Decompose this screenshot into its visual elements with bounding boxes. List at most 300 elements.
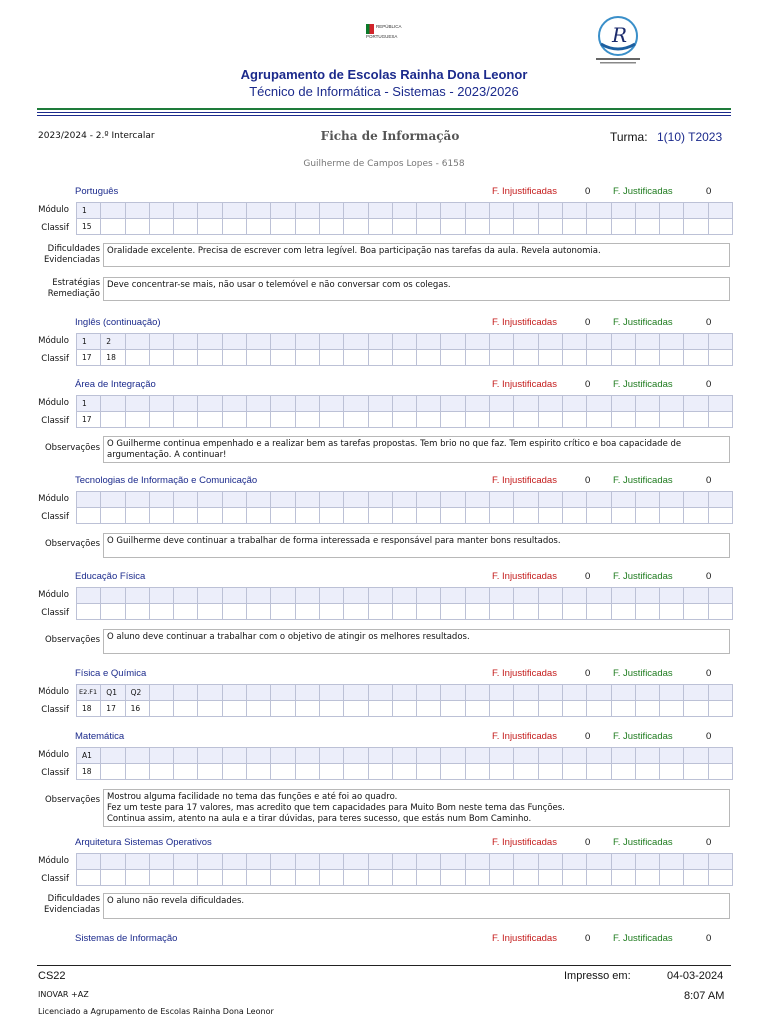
grade-cell (562, 219, 586, 235)
f-justificadas-label: F. Justificadas (613, 933, 673, 944)
republic-logo-text: REPÚBLICA PORTUGUESA (366, 24, 402, 39)
module-cell (417, 854, 441, 870)
module-cell (635, 854, 659, 870)
module-cell (587, 334, 611, 350)
grade-cell (684, 701, 708, 717)
module-cell (562, 588, 586, 604)
module-cell (344, 748, 368, 764)
grade-cell (149, 412, 173, 428)
estrategias-label: Estratégias Remediação (47, 278, 100, 299)
grade-cell (417, 701, 441, 717)
grade-cell (247, 412, 271, 428)
module-cell (441, 685, 465, 701)
module-cell (562, 203, 586, 219)
module-cell (635, 396, 659, 412)
grade-cell (708, 412, 732, 428)
grade-cell (562, 508, 586, 524)
grade-cell (611, 764, 635, 780)
grade-cell (77, 604, 101, 620)
module-cell (392, 203, 416, 219)
grade-cell (198, 764, 222, 780)
grade-cell (465, 870, 489, 886)
module-cell (417, 588, 441, 604)
module-cell (417, 685, 441, 701)
module-cell (319, 334, 343, 350)
module-cell (417, 492, 441, 508)
grade-cell (368, 219, 392, 235)
f-justificadas-value: 0 (706, 933, 712, 944)
grade-cell: 17 (77, 412, 101, 428)
observacoes-label: Observações (44, 795, 100, 805)
f-injustificadas-label: F. Injustificadas (492, 379, 557, 390)
module-cell (222, 203, 246, 219)
grade-cell (319, 350, 343, 366)
module-cell (635, 334, 659, 350)
module-cell (465, 588, 489, 604)
grade-cell (125, 412, 149, 428)
module-cell (441, 588, 465, 604)
module-cell (465, 748, 489, 764)
grade-cell (417, 508, 441, 524)
grade-cell (149, 701, 173, 717)
grade-cell (490, 350, 514, 366)
school-name: Agrupamento de Escolas Rainha Dona Leonor (240, 67, 528, 82)
grade-cell (684, 764, 708, 780)
modulo-label: Módulo (38, 750, 69, 760)
grade-cell (514, 508, 538, 524)
classif-label: Classif (41, 223, 69, 233)
grade-cell (465, 350, 489, 366)
module-cell (198, 748, 222, 764)
module-cell (174, 492, 198, 508)
footer-software: INOVAR +AZ (38, 990, 89, 999)
grade-cell (198, 870, 222, 886)
module-cell (101, 588, 125, 604)
module-cell (465, 685, 489, 701)
module-cell: E2.F1 (77, 685, 101, 701)
module-cell (247, 685, 271, 701)
observacoes-label: Observações (44, 539, 100, 549)
grade-cell (611, 350, 635, 366)
grade-cell (562, 701, 586, 717)
module-row (77, 685, 733, 701)
f-justificadas-label: F. Justificadas (613, 317, 673, 328)
module-cell (441, 203, 465, 219)
grade-cell (635, 604, 659, 620)
grade-cell (149, 219, 173, 235)
period: 2023/2024 - 2.º Intercalar (38, 131, 155, 141)
module-cell (392, 334, 416, 350)
f-injustificadas-value: 0 (585, 379, 591, 390)
module-cell (174, 334, 198, 350)
module-cell (490, 334, 514, 350)
grade-cell (660, 508, 684, 524)
observacoes-box: O Guilherme deve continuar a trabalhar de forma interessada e responsável para manter bons resultados. (103, 533, 730, 558)
module-cell (538, 748, 562, 764)
module-cell (562, 854, 586, 870)
module-cell (198, 854, 222, 870)
module-cell (149, 334, 173, 350)
modulo-label: Módulo (38, 687, 69, 697)
grade-cell (319, 604, 343, 620)
grade-cell (392, 604, 416, 620)
f-justificadas-value: 0 (706, 475, 712, 486)
module-cell (125, 203, 149, 219)
grade-cell (441, 350, 465, 366)
grade-cell: 18 (77, 764, 101, 780)
module-cell (174, 685, 198, 701)
module-cell (465, 492, 489, 508)
grade-cell (490, 764, 514, 780)
subject-name: Educação Física (75, 571, 146, 582)
grade-cell (174, 508, 198, 524)
grade-cell (344, 508, 368, 524)
grade-cell (562, 870, 586, 886)
grade-cell (684, 412, 708, 428)
module-cell (222, 588, 246, 604)
grade-cell (660, 764, 684, 780)
module-cell (149, 396, 173, 412)
grade-cell (635, 219, 659, 235)
module-cell (611, 854, 635, 870)
grade-cell (635, 870, 659, 886)
f-injustificadas-value: 0 (585, 668, 591, 679)
module-cell (538, 334, 562, 350)
grade-cell (441, 219, 465, 235)
module-cell (319, 396, 343, 412)
module-cell (441, 396, 465, 412)
grade-cell (684, 870, 708, 886)
module-cell (441, 748, 465, 764)
f-injustificadas-value: 0 (585, 731, 591, 742)
f-justificadas-value: 0 (706, 837, 712, 848)
grade-cell (77, 508, 101, 524)
f-justificadas-label: F. Justificadas (613, 571, 673, 582)
module-cell (635, 748, 659, 764)
grade-cell (271, 350, 295, 366)
module-cell (514, 492, 538, 508)
grade-cell (295, 604, 319, 620)
grade-cell (514, 219, 538, 235)
module-cell: 2 (101, 334, 125, 350)
f-justificadas-value: 0 (706, 186, 712, 197)
grade-cell (149, 870, 173, 886)
modulo-label: Módulo (38, 336, 69, 346)
grades-grid (76, 202, 733, 235)
grade-cell (441, 508, 465, 524)
module-cell (611, 492, 635, 508)
module-cell (247, 203, 271, 219)
module-cell (465, 334, 489, 350)
header-rule-blue (37, 112, 731, 113)
grade-cell (392, 350, 416, 366)
module-cell (684, 588, 708, 604)
grade-cell (344, 764, 368, 780)
footer-rule (37, 965, 731, 966)
classif-label: Classif (41, 416, 69, 426)
grade-cell (101, 764, 125, 780)
grade-cell (247, 870, 271, 886)
grade-cell (125, 508, 149, 524)
module-cell (538, 685, 562, 701)
grade-cell (174, 219, 198, 235)
module-cell (587, 203, 611, 219)
module-cell (684, 334, 708, 350)
grade-cell (198, 412, 222, 428)
grade-cell (368, 870, 392, 886)
grade-cell (635, 764, 659, 780)
module-cell (587, 492, 611, 508)
module-cell (562, 748, 586, 764)
grade-cell (587, 870, 611, 886)
module-cell (490, 588, 514, 604)
grade-cell (538, 350, 562, 366)
dificuldades-label: Dificuldades Evidenciadas (43, 894, 100, 915)
module-cell (708, 203, 732, 219)
student-name: Guilherme de Campos Lopes - 6158 (303, 159, 465, 169)
grade-cell (368, 604, 392, 620)
grade-cell (222, 604, 246, 620)
f-injustificadas-value: 0 (585, 317, 591, 328)
module-cell (319, 492, 343, 508)
module-cell (368, 854, 392, 870)
f-justificadas-label: F. Justificadas (613, 475, 673, 486)
module-row (77, 854, 733, 870)
classif-label: Classif (41, 874, 69, 884)
grade-cell (587, 508, 611, 524)
grade-row (77, 219, 733, 235)
module-cell (198, 492, 222, 508)
grade-cell (222, 870, 246, 886)
grade-cell (271, 508, 295, 524)
grade-cell (198, 508, 222, 524)
grade-cell (611, 219, 635, 235)
grade-cell (198, 350, 222, 366)
grade-cell (101, 412, 125, 428)
grade-cell (708, 350, 732, 366)
grade-cell (441, 701, 465, 717)
module-cell (295, 396, 319, 412)
observacoes-box: O Guilherme continua empenhado e a realizar bem as tarefas propostas. Tem brio no que faz. Tem espirito crítico e boa capacidade de argumentação. A continuar! (103, 436, 730, 463)
modulo-label: Módulo (38, 494, 69, 504)
module-cell (562, 334, 586, 350)
module-cell (660, 492, 684, 508)
grade-cell (587, 701, 611, 717)
observacoes-box: Mostrou alguma facilidade no tema das funções e até foi ao quadro. Fez um teste para 17 valores, mas acredito que tem capacidades para Muito Bom neste tema das Funções. Continua assim, atento na aula e a tirar dúvidas, para teres sucesso, que estás num Bom Caminho. (103, 789, 730, 827)
module-cell (441, 492, 465, 508)
module-cell (611, 685, 635, 701)
f-justificadas-label: F. Justificadas (613, 731, 673, 742)
module-cell (587, 396, 611, 412)
module-cell (344, 334, 368, 350)
f-injustificadas-label: F. Injustificadas (492, 186, 557, 197)
module-cell (247, 492, 271, 508)
module-cell (295, 748, 319, 764)
grade-cell (295, 508, 319, 524)
grade-cell: 17 (77, 350, 101, 366)
module-cell (101, 748, 125, 764)
module-cell (271, 588, 295, 604)
module-cell (101, 854, 125, 870)
module-cell (198, 203, 222, 219)
module-cell (271, 748, 295, 764)
grade-cell (660, 350, 684, 366)
module-cell (149, 492, 173, 508)
grade-cell (587, 412, 611, 428)
estrategias-box: Deve concentrar-se mais, não usar o telemóvel e não conversar com os colegas. (103, 277, 730, 301)
observacoes-box: O aluno deve continuar a trabalhar com o objetivo de atingir os melhores resultados. (103, 629, 730, 654)
module-cell (684, 492, 708, 508)
subject-name: Matemática (75, 731, 125, 742)
grade-cell (295, 764, 319, 780)
footer-license: Licenciado a Agrupamento de Escolas Rainha Dona Leonor (38, 1007, 274, 1016)
grade-cell (392, 870, 416, 886)
grade-cell (149, 508, 173, 524)
module-cell (514, 396, 538, 412)
subject-name: Tecnologias de Informação e Comunicação (75, 475, 258, 486)
module-cell (174, 203, 198, 219)
module-cell (490, 396, 514, 412)
grade-cell (708, 604, 732, 620)
module-cell (392, 492, 416, 508)
module-cell (271, 334, 295, 350)
turma-value: 1(10) T2023 (657, 130, 723, 144)
module-row (77, 588, 733, 604)
grade-cell (392, 764, 416, 780)
grade-cell (198, 701, 222, 717)
module-cell (392, 685, 416, 701)
module-cell (465, 396, 489, 412)
subject-name: Física e Química (75, 668, 147, 679)
grade-cell (174, 350, 198, 366)
grade-cell (490, 219, 514, 235)
modulo-label: Módulo (38, 590, 69, 600)
grade-cell (417, 604, 441, 620)
grade-cell (490, 604, 514, 620)
module-cell (368, 203, 392, 219)
module-cell: A1 (77, 748, 101, 764)
module-cell (465, 203, 489, 219)
grade-cell (319, 870, 343, 886)
grades-grid (76, 491, 733, 524)
grade-cell (392, 701, 416, 717)
grade-row (77, 508, 733, 524)
f-injustificadas-label: F. Injustificadas (492, 933, 557, 944)
grade-cell (101, 604, 125, 620)
module-cell (271, 854, 295, 870)
module-cell (101, 203, 125, 219)
grade-cell: 16 (125, 701, 149, 717)
module-cell (247, 748, 271, 764)
module-cell (295, 203, 319, 219)
module-cell (295, 588, 319, 604)
grade-cell (465, 701, 489, 717)
classif-label: Classif (41, 512, 69, 522)
grade-cell (684, 219, 708, 235)
module-cell (562, 492, 586, 508)
module-cell: 1 (77, 334, 101, 350)
module-cell (587, 685, 611, 701)
module-cell (635, 685, 659, 701)
f-injustificadas-value: 0 (585, 186, 591, 197)
subject-name: Inglês (continuação) (75, 317, 161, 328)
grade-cell (271, 764, 295, 780)
grade-cell (611, 412, 635, 428)
grade-cell (660, 870, 684, 886)
module-cell (344, 203, 368, 219)
grade-cell (514, 870, 538, 886)
module-cell (514, 334, 538, 350)
module-cell (562, 396, 586, 412)
grades-grid (76, 684, 733, 717)
grade-cell (514, 701, 538, 717)
module-cell (441, 854, 465, 870)
f-injustificadas-label: F. Injustificadas (492, 475, 557, 486)
module-cell (538, 854, 562, 870)
observacoes-label: Observações (44, 443, 100, 453)
grade-cell (490, 701, 514, 717)
grade-cell (247, 604, 271, 620)
module-cell (198, 588, 222, 604)
grade-cell (344, 350, 368, 366)
module-cell (174, 854, 198, 870)
grade-row (77, 870, 733, 886)
dificuldades-box: O aluno não revela dificuldades. (103, 893, 730, 919)
modulo-label: Módulo (38, 856, 69, 866)
module-cell (344, 685, 368, 701)
module-cell (174, 396, 198, 412)
module-cell: Q2 (125, 685, 149, 701)
module-cell (587, 854, 611, 870)
subject-name: Área de Integração (75, 379, 156, 390)
subject-name: Português (75, 186, 119, 197)
module-cell (344, 492, 368, 508)
grade-cell (514, 412, 538, 428)
grade-cell (319, 701, 343, 717)
dificuldades-box: Oralidade excelente. Precisa de escrever com letra legível. Boa participação nas tarefas da aula. Revela autonomia. (103, 243, 730, 267)
course-title: Técnico de Informática - Sistemas - 2023/2026 (249, 84, 519, 99)
f-injustificadas-label: F. Injustificadas (492, 731, 557, 742)
grade-cell (101, 870, 125, 886)
module-cell (611, 588, 635, 604)
dificuldades-label: Dificuldades Evidenciadas (43, 244, 100, 265)
grade-cell (587, 764, 611, 780)
module-cell (514, 685, 538, 701)
grade-cell (635, 350, 659, 366)
module-cell (708, 854, 732, 870)
module-cell (417, 396, 441, 412)
module-cell (125, 492, 149, 508)
module-cell (319, 748, 343, 764)
f-injustificadas-value: 0 (585, 475, 591, 486)
grade-cell (660, 219, 684, 235)
grades-grid (76, 333, 733, 366)
grade-cell (635, 412, 659, 428)
module-cell (271, 396, 295, 412)
module-cell (514, 854, 538, 870)
grade-cell (514, 604, 538, 620)
grade-cell (149, 604, 173, 620)
module-cell (392, 748, 416, 764)
grade-row (77, 412, 733, 428)
module-cell (198, 685, 222, 701)
module-cell (611, 203, 635, 219)
grade-cell (247, 508, 271, 524)
subject-name: Sistemas de Informação (75, 933, 178, 944)
module-cell (368, 396, 392, 412)
printed-time: 8:07 AM (684, 990, 725, 1002)
module-cell (101, 396, 125, 412)
